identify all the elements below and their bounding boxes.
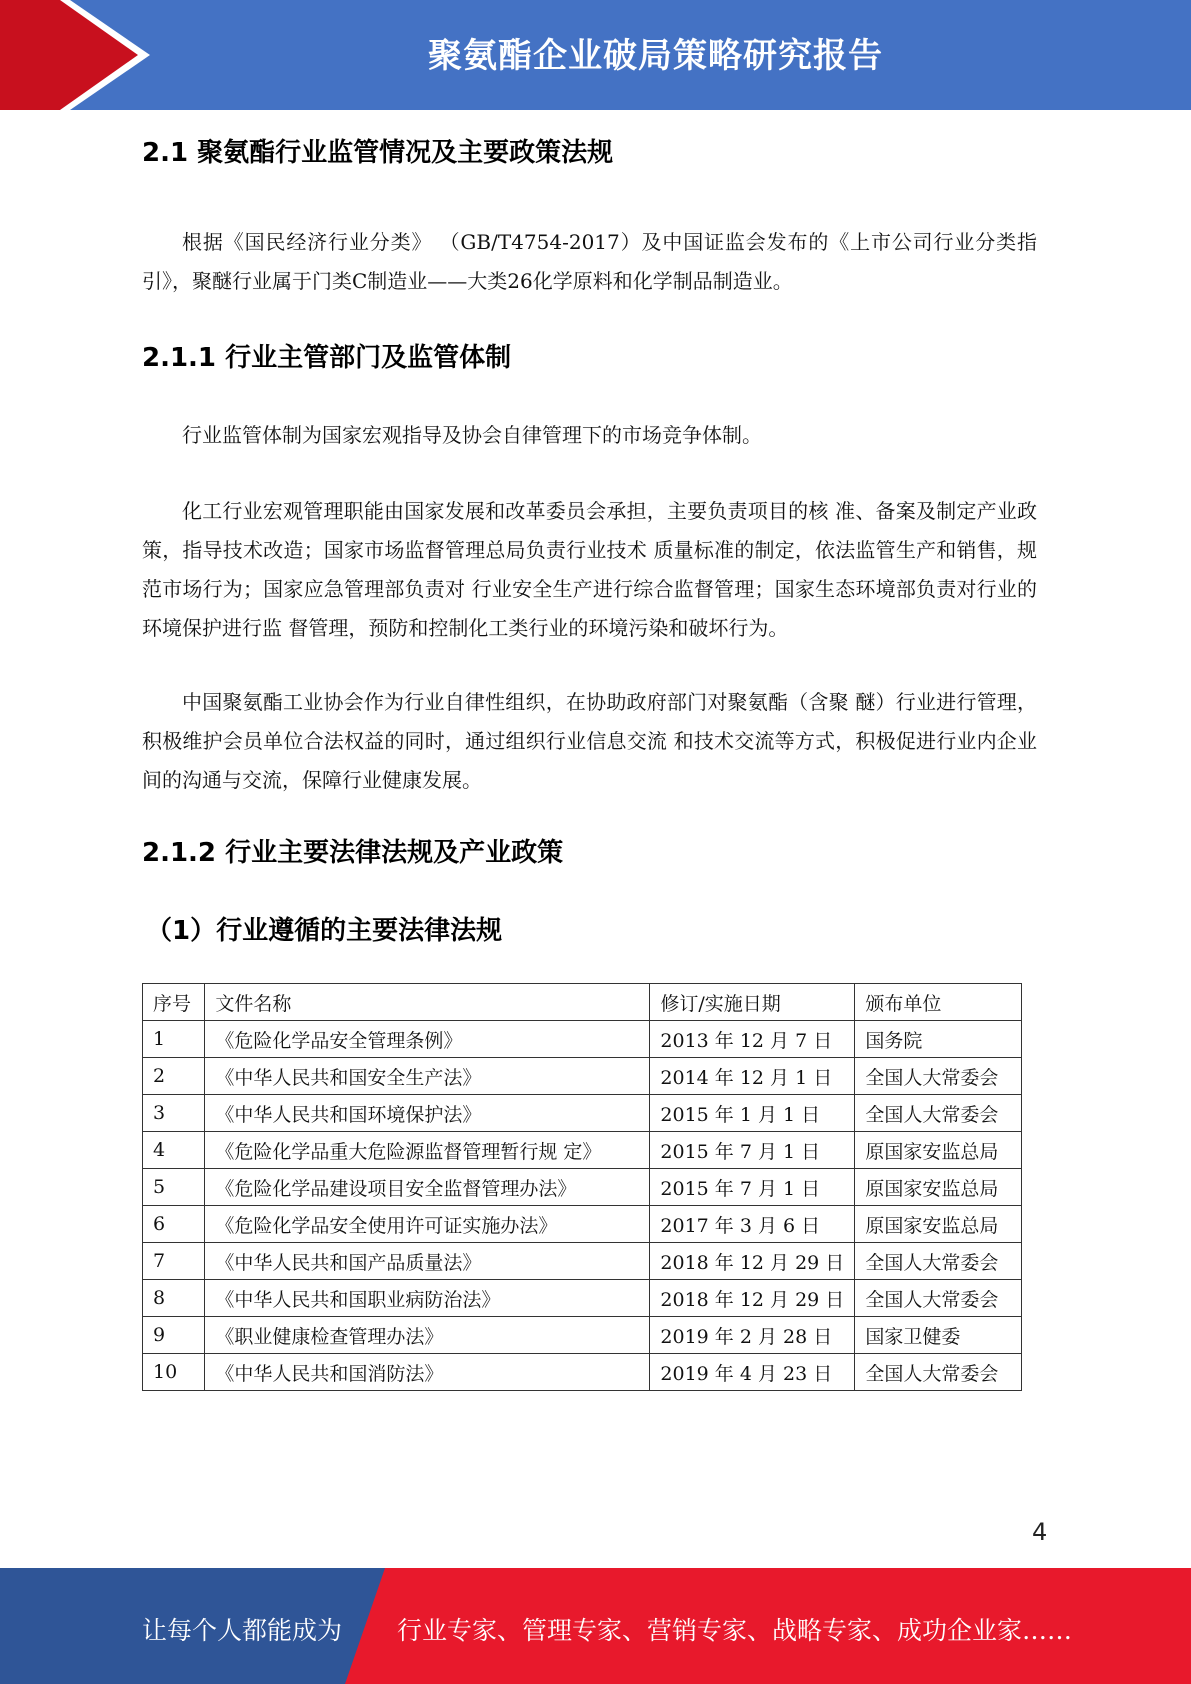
table-row xyxy=(143,1058,1022,1095)
table-cell-date: 2015 年 1 月 1 日 xyxy=(650,1095,855,1132)
table-cell-document: 《危险化学品安全使用许可证实施办法》 xyxy=(205,1206,650,1243)
table-cell-issuer: 原国家安监总局 xyxy=(855,1206,1022,1243)
table-cell-document: 《中华人民共和国安全生产法》 xyxy=(205,1058,650,1095)
table-cell-document: 《危险化学品重大危险源监督管理暂行规 定》 xyxy=(205,1132,650,1169)
table-cell-index: 7 xyxy=(143,1243,205,1280)
table-cell-issuer: 原国家安监总局 xyxy=(855,1169,1022,1206)
table-cell-date: 2013 年 12 月 7 日 xyxy=(650,1021,855,1058)
laws-table xyxy=(142,983,1022,1391)
table-row xyxy=(143,1280,1022,1317)
subsection-heading-regulators: 2.1.1 行业主管部门及监管体制 xyxy=(142,343,512,373)
table-cell-date: 2015 年 7 月 1 日 xyxy=(650,1132,855,1169)
table-cell-issuer: 原国家安监总局 xyxy=(855,1132,1022,1169)
table-cell-date: 2017 年 3 月 6 日 xyxy=(650,1206,855,1243)
table-row xyxy=(143,1243,1022,1280)
page-number: 4 xyxy=(1032,1518,1048,1546)
table-cell-document: 《职业健康检查管理办法》 xyxy=(205,1317,650,1354)
table-cell-issuer: 全国人大常委会 xyxy=(855,1354,1022,1391)
table-row xyxy=(143,1169,1022,1206)
table-row xyxy=(143,1095,1022,1132)
table-cell-issuer: 国务院 xyxy=(855,1021,1022,1058)
column-header-date: 修订/实施日期 xyxy=(650,984,855,1021)
table-cell-index: 4 xyxy=(143,1132,205,1169)
table-cell-index: 2 xyxy=(143,1058,205,1095)
table-cell-index: 9 xyxy=(143,1317,205,1354)
table-row xyxy=(143,1354,1022,1391)
table-cell-document: 《中华人民共和国产品质量法》 xyxy=(205,1243,650,1280)
column-header-document: 文件名称 xyxy=(205,984,650,1021)
table-row xyxy=(143,1206,1022,1243)
section-heading: 2.1 聚氨酯行业监管情况及主要政策法规 xyxy=(142,138,614,168)
column-header-index: 序号 xyxy=(143,984,205,1021)
table-cell-index: 8 xyxy=(143,1280,205,1317)
table-cell-issuer: 全国人大常委会 xyxy=(855,1058,1022,1095)
page-header xyxy=(0,0,1191,110)
table-cell-date: 2019 年 4 月 23 日 xyxy=(650,1354,855,1391)
table-cell-index: 5 xyxy=(143,1169,205,1206)
subsection-heading-laws: 2.1.2 行业主要法律法规及产业政策 xyxy=(142,838,564,868)
table-header-row xyxy=(143,984,1022,1021)
table-cell-document: 《中华人民共和国环境保护法》 xyxy=(205,1095,650,1132)
page-footer xyxy=(0,1568,1191,1684)
table-cell-date: 2018 年 12 月 29 日 xyxy=(650,1280,855,1317)
footer-slogan-left: 让每个人都能成为 xyxy=(142,1616,343,1645)
table-row xyxy=(143,1021,1022,1058)
section-intro-paragraph: 根据《国民经济行业分类》 （GB/T4754-2017）及中国证监会发布的《上市公司行业分类指引》，聚醚行业属于门类C制造业——大类26化学原料和化学制品制造业。 xyxy=(142,230,1037,293)
table-cell-date: 2018 年 12 月 29 日 xyxy=(650,1243,855,1280)
column-header-issuer: 颁布单位 xyxy=(855,984,1022,1021)
table-cell-index: 3 xyxy=(143,1095,205,1132)
table-cell-issuer: 全国人大常委会 xyxy=(855,1280,1022,1317)
report-title: 聚氨酯企业破局策略研究报告 xyxy=(428,36,883,76)
table-row xyxy=(143,1317,1022,1354)
table-cell-document: 《中华人民共和国消防法》 xyxy=(205,1354,650,1391)
paragraph-regulatory-system: 行业监管体制为国家宏观指导及协会自律管理下的市场竞争体制。 xyxy=(182,423,762,447)
table-cell-index: 6 xyxy=(143,1206,205,1243)
table-cell-issuer: 国家卫健委 xyxy=(855,1317,1022,1354)
table-cell-date: 2015 年 7 月 1 日 xyxy=(650,1169,855,1206)
table-row xyxy=(143,1132,1022,1169)
table-cell-document: 《中华人民共和国职业病防治法》 xyxy=(205,1280,650,1317)
table-cell-document: 《危险化学品安全管理条例》 xyxy=(205,1021,650,1058)
table-cell-document: 《危险化学品建设项目安全监督管理办法》 xyxy=(205,1169,650,1206)
table-cell-issuer: 全国人大常委会 xyxy=(855,1243,1022,1280)
item-heading-laws: （1）行业遵循的主要法律法规 xyxy=(146,916,503,946)
table-cell-index: 10 xyxy=(143,1354,205,1391)
footer-slogan-right: 行业专家、管理专家、营销专家、战略专家、成功企业家…… xyxy=(397,1616,1073,1645)
table-cell-date: 2019 年 2 月 28 日 xyxy=(650,1317,855,1354)
table-cell-index: 1 xyxy=(143,1021,205,1058)
paragraph-industry-association: 中国聚氨酯工业协会作为行业自律性组织，在协助政府部门对聚氨酯（含聚 醚）行业进行管理，积极维护会员单位合法权益的同时，通过组织行业信息交流 和技术交流等方式，积极促进行业内企业间的沟通与交流，保障行业健康发展。 xyxy=(142,690,1037,792)
paragraph-government-roles: 化工行业宏观管理职能由国家发展和改革委员会承担，主要负责项目的核 准、备案及制定产业政策，指导技术改造；国家市场监督管理总局负责行业技术 质量标准的制定，依法监管生产和销售，规范市场行为；国家应急管理部负责对 行业安全生产进行综合监督管理；国家生态环境部负责对行业的环境保护进行监 督管理，预防和控制化工类行业的环境污染和破坏行为。 xyxy=(142,499,1037,640)
table-cell-issuer: 全国人大常委会 xyxy=(855,1095,1022,1132)
table-cell-date: 2014 年 12 月 1 日 xyxy=(650,1058,855,1095)
